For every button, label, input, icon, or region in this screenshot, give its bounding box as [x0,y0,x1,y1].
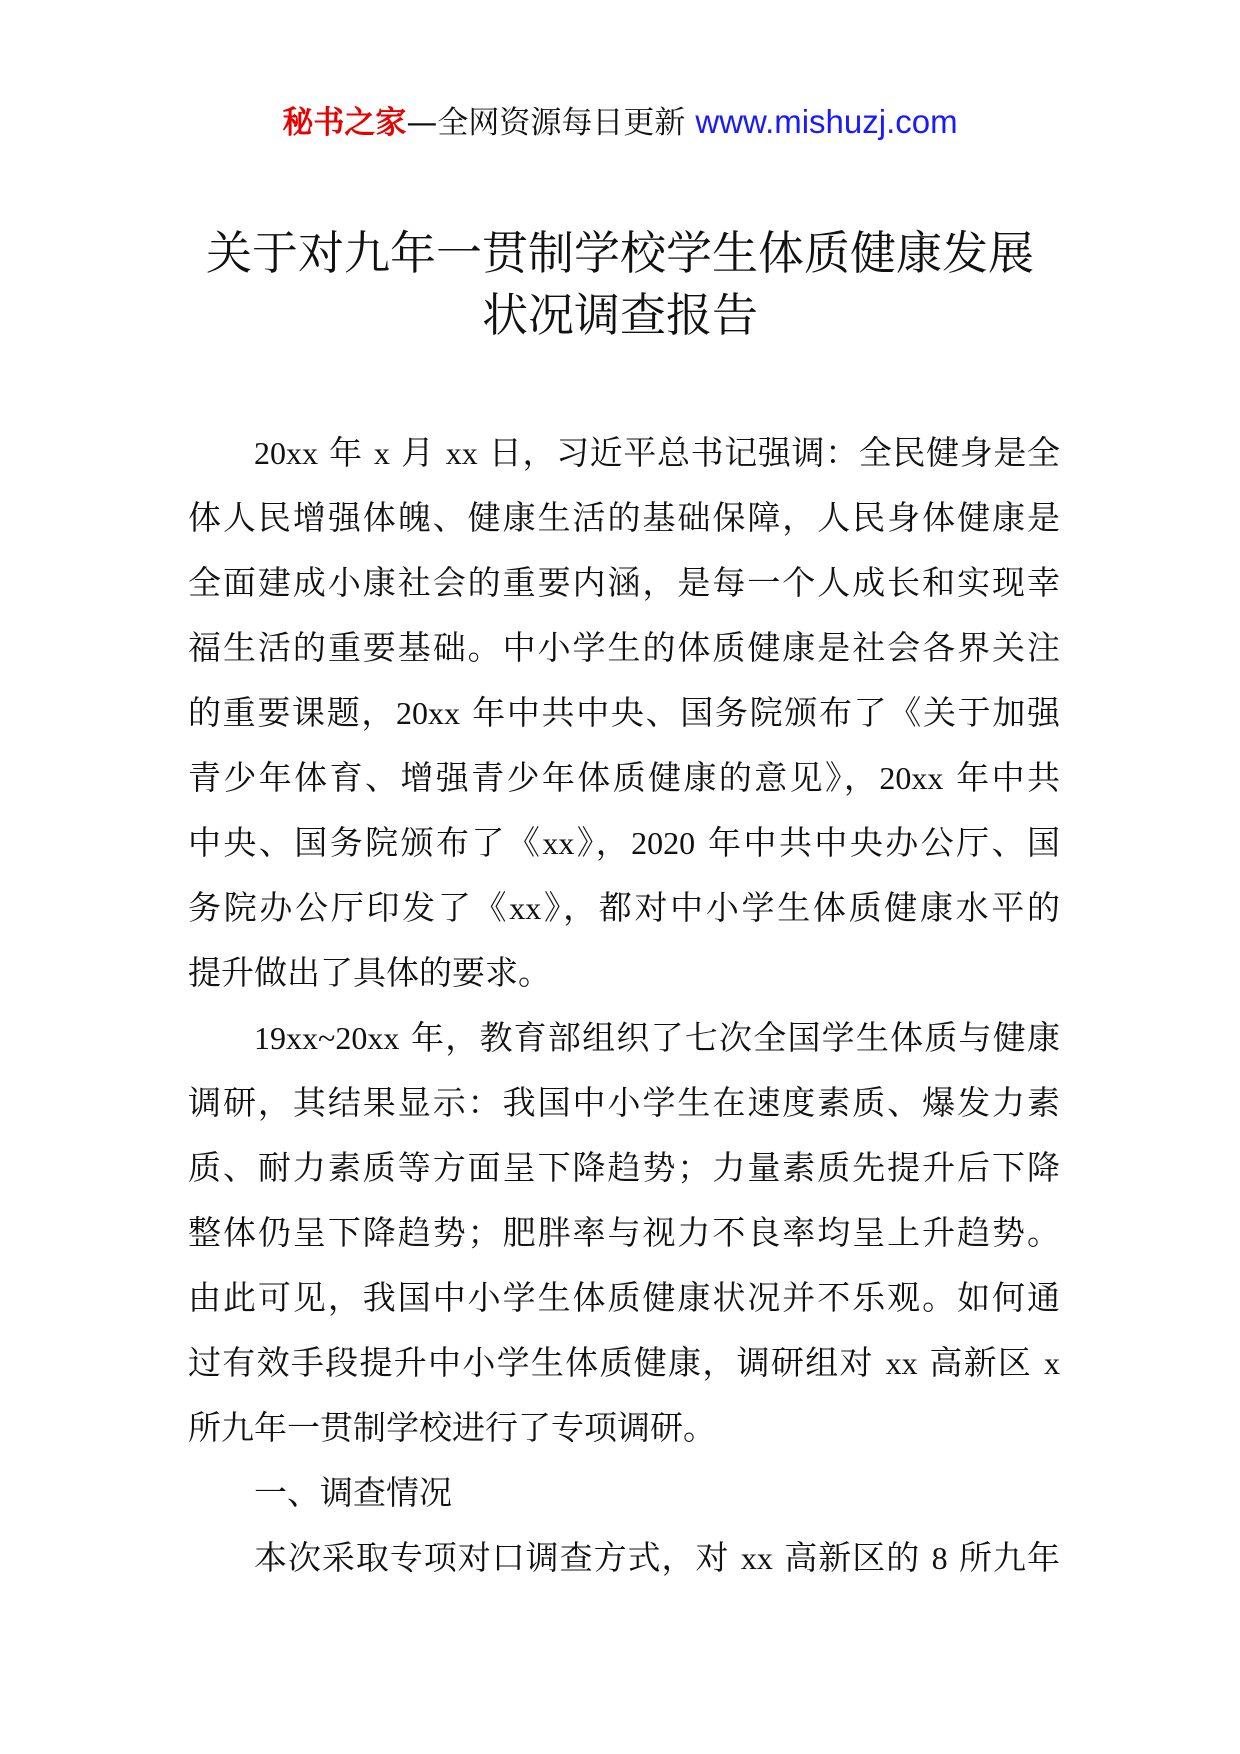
paragraph-line: 所九年一贯制学校进行了专项调研。 [188,1408,716,1447]
title-line-1: 关于对九年一贯制学校学生体质健康发展 [206,226,1034,280]
paragraph-line: 整体仍呈下降趋势；肥胖率与视力不良率均呈上升趋势。 [188,1213,1060,1252]
paragraph-line: 务院办公厅印发了《xx》，都对中小学生体质健康水平的 [188,888,1060,927]
brand-name: 秘书之家 [282,105,407,141]
paragraph-line: 体人民增强体魄、健康生活的基础保障，人民身体健康是 [188,498,1060,537]
paragraph-line: 本次采取专项对口调查方式，对 xx 高新区的 8 所九年 [254,1538,1060,1577]
paragraph-line: 过有效手段提升中小学生体质健康，调研组对 xx 高新区 x [188,1343,1060,1382]
paragraph-line: 中央、国务院颁布了《xx》，2020 年中共中央办公厅、国 [188,823,1061,862]
paragraph-line: 青少年体育、增强青少年体质健康的意见》，20xx 年中共 [188,758,1060,797]
paragraph-line: 20xx 年 x 月 xx 日，习近平总书记强调：全民健身是全 [254,433,1060,472]
banner-tagline: —全网资源每日更新 [406,105,686,141]
site-url: www.mishuzj.com [695,103,958,140]
paragraph-line: 质、耐力素质等方面呈下降趋势；力量素质先提升后下降 [188,1148,1060,1187]
document-body [188,420,1060,1590]
paragraph-line: 提升做出了具体的要求。 [188,953,551,992]
paragraph-line: 全面建成小康社会的重要内涵，是每一个人成长和实现幸 [188,563,1060,602]
document-title [160,222,1080,346]
paragraph-2 [188,1005,1060,1460]
paragraph-line: 由此可见，我国中小学生体质健康状况并不乐观。如何通 [188,1278,1060,1317]
paragraph-line: 19xx~20xx 年，教育部组织了七次全国学生体质与健康 [254,1018,1060,1057]
site-banner [0,100,1240,145]
section-heading: 一、调查情况 [254,1473,452,1512]
title-line-2: 状况调查报告 [482,288,758,342]
paragraph-line: 的重要课题，20xx 年中共中央、国务院颁布了《关于加强 [188,693,1060,732]
paragraph-line: 福生活的重要基础。中小学生的体质健康是社会各界关注 [188,628,1060,667]
paragraph-1 [188,420,1060,1005]
paragraph-line: 调研，其结果显示：我国中小学生在速度素质、爆发力素 [188,1083,1060,1122]
